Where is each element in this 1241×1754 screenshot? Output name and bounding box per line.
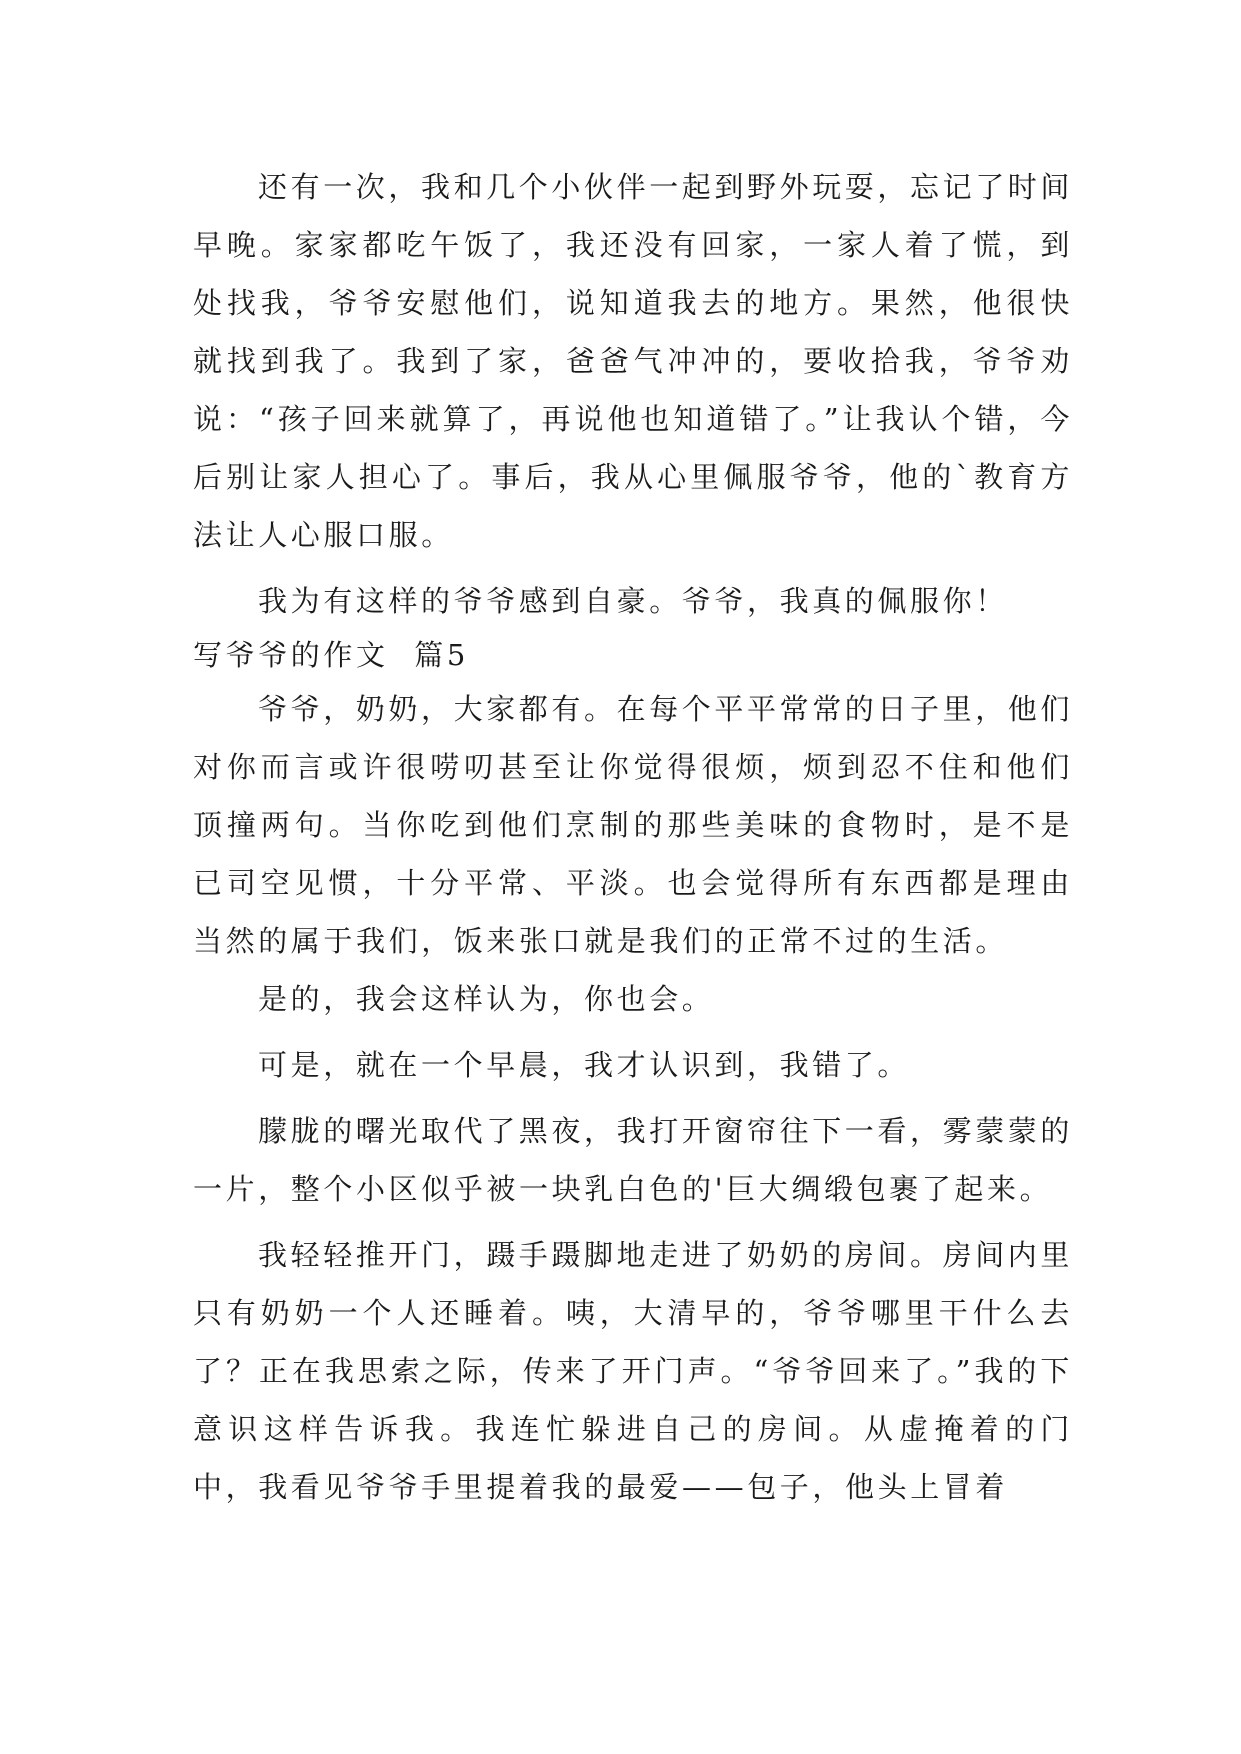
paragraph-lost-in-fields: 还有一次，我和几个小伙伴一起到野外玩耍，忘记了时间早晚。家家都吃午饭了，我还没有回家，一家人着了慌，到处找我，爷爷安慰他们，说知道我去的地方。果然，他很快就找到我了。我到了家，爸爸气冲冲的，要收拾我，爷爷劝说：“孩子回来就算了，再说他也知道错了。”让我认个错，今后别让家人担心了。事后，我从心里佩服爷爷，他的`教育方法让人心服口服。 bbox=[193, 170, 1074, 552]
section-heading-title: 写爷爷的作文 bbox=[193, 638, 389, 672]
section-heading bbox=[193, 630, 1073, 680]
paragraph-grandma-room: 我轻轻推开门，蹑手蹑脚地走进了奶奶的房间。房间内里只有奶奶一个人还睡着。咦，大清早的，爷爷哪里干什么去了？正在我思索之际，传来了开门声。“爷爷回来了。”我的下意识这样告诉我。我连忙躲进自己的房间。从虚掩着的门中，我看见爷爷手里提着我的最爱——包子，他头上冒着 bbox=[193, 1238, 1074, 1504]
paragraph-one-morning: 可是，就在一个早晨，我才认识到，我错了。 bbox=[258, 1048, 911, 1082]
paragraph-grandparents-intro: 爷爷，奶奶，大家都有。在每个平平常常的日子里，他们对你而言或许很唠叨甚至让你觉得很烦，烦到忍不住和他们顶撞两句。当你吃到他们烹制的那些美味的食物时，是不是已司空见惯，十分平常、平淡。也会觉得所有东西都是理由当然的属于我们，饭来张口就是我们的正常不过的生活。 bbox=[193, 692, 1074, 958]
section-heading-label: 篇5 bbox=[414, 638, 469, 672]
paragraph-yes-i-would: 是的，我会这样认为，你也会。 bbox=[258, 982, 715, 1016]
document-body bbox=[193, 158, 1073, 1516]
paragraph-misty-dawn: 朦胧的曙光取代了黑夜，我打开窗帘往下一看，雾蒙蒙的一片，整个小区似乎被一块乳白色的'巨大绸缎包裹了起来。 bbox=[193, 1114, 1074, 1206]
paragraph-proud-of-grandpa: 我为有这样的爷爷感到自豪。爷爷，我真的佩服你！ bbox=[258, 584, 1008, 618]
